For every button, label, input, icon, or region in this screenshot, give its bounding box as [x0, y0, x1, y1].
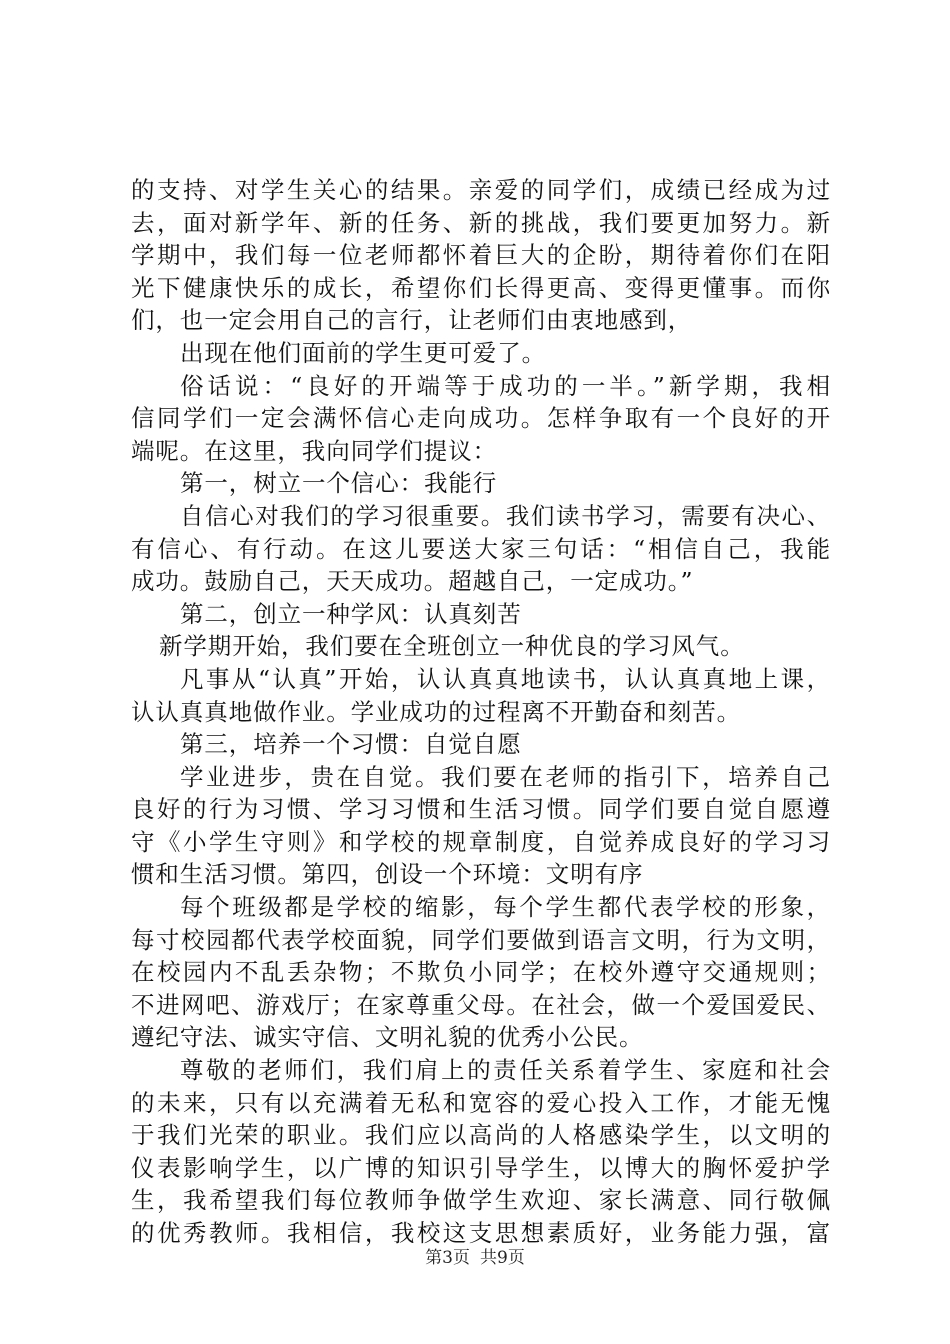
text-line: 的优秀教师。我相信，我校这支思想素质好，业务能力强，富: [131, 1219, 831, 1247]
text-line: 每个班级都是学校的缩影，每个学生都代表学校的形象，: [180, 893, 831, 922]
text-line: 们，也一定会用自己的言行，让老师们由衷地感到，: [131, 306, 693, 335]
text-line: 学业进步，贵在自觉。我们要在老师的指引下，培养自己: [180, 762, 831, 791]
section-heading: 第一，树立一个信心：我能行: [180, 469, 498, 498]
text-line: 认认真真地做作业。学业成功的过程离不开勤奋和刻苦。: [131, 697, 741, 726]
page-footer: [0, 1243, 950, 1268]
text-line: 凡事从“认真”开始，认认真真地读书，认认真真地上课，: [180, 664, 831, 693]
text-line: 不进网吧、游戏厅；在家尊重父母。在社会，做一个爱国爱民、: [131, 990, 831, 1019]
page-number: 第3页: [425, 1248, 470, 1268]
text-line: 良好的行为习惯、学习习惯和生活习惯。同学们要自觉自愿遵: [131, 795, 831, 824]
text-line: 遵纪守法、诚实守信、文明礼貌的优秀小公民。: [131, 1023, 644, 1052]
document-body: [131, 174, 831, 1250]
text-line: 俗话说：“良好的开端等于成功的一半。”新学期，我相: [180, 371, 831, 400]
text-line: 有信心、有行动。在这儿要送大家三句话：“相信自己，我能: [131, 534, 831, 563]
text-line: 的支持、对学生关心的结果。亲爱的同学们，成绩已经成为过: [131, 176, 831, 204]
text-line: 学期中，我们每一位老师都怀着巨大的企盼，期待着你们在阳: [131, 241, 831, 270]
text-line: 仪表影响学生，以广博的知识引导学生，以博大的胸怀爱护学: [131, 1153, 831, 1182]
text-line: 成功。鼓励自己，天天成功。超越自己，一定成功。”: [131, 567, 694, 596]
text-line: 守《小学生守则》和学校的规章制度，自觉养成良好的学习习: [131, 827, 831, 856]
text-line: 于我们光荣的职业。我们应以高尚的人格感染学生，以文明的: [131, 1121, 831, 1150]
text-line: 新学期开始，我们要在全班创立一种优良的学习风气。: [159, 632, 745, 661]
text-line: 惯和生活习惯。第四，创设一个环境：文明有序: [131, 860, 644, 889]
text-line: 信同学们一定会满怀信心走向成功。怎样争取有一个良好的开: [131, 404, 831, 433]
text-line: 端呢。在这里，我向同学们提议：: [131, 436, 497, 465]
text-line: 每寸校园都代表学校面貌，同学们要做到语言文明，行为文明，: [131, 925, 831, 954]
text-line: 在校园内不乱丢杂物；不欺负小同学；在校外遵守交通规则；: [131, 958, 831, 987]
text-line: 光下健康快乐的成长，希望你们长得更高、变得更懂事。而你: [131, 273, 831, 302]
section-heading: 第三，培养一个习惯：自觉自愿: [180, 730, 522, 759]
text-line: 尊敬的老师们，我们肩上的责任关系着学生、家庭和社会: [180, 1056, 831, 1085]
text-line: 生，我希望我们每位教师争做学生欢迎、家长满意、同行敬佩: [131, 1186, 831, 1215]
page-total: 共9页: [480, 1248, 525, 1268]
text-line: 出现在他们面前的学生更可爱了。: [180, 338, 546, 367]
text-line: 自信心对我们的学习很重要。我们读书学习，需要有决心、: [180, 501, 831, 530]
section-heading: 第二，创立一种学风：认真刻苦: [180, 599, 522, 628]
text-line: 去，面对新学年、新的任务、新的挑战，我们要更加努力。新: [131, 208, 831, 237]
text-line: 的未来，只有以充满着无私和宽容的爱心投入工作，才能无愧: [131, 1088, 831, 1117]
